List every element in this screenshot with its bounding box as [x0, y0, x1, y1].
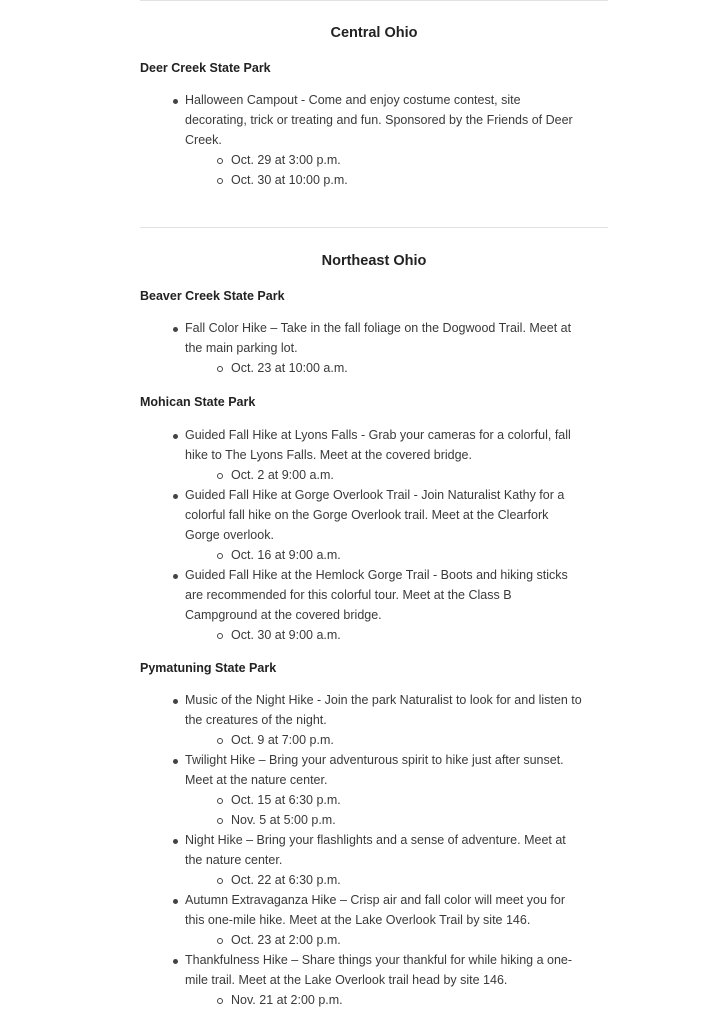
- event-text-line: mile trail. Meet at the Lake Overlook trail head by site 146.: [185, 973, 508, 987]
- event-text-line: Thankfulness Hike – Share things your thankful for while hiking a one-: [185, 953, 573, 967]
- bullet-circle: [217, 998, 223, 1004]
- bullet-circle: [217, 366, 223, 372]
- event-text-line: the creatures of the night.: [185, 713, 327, 727]
- event-date: Oct. 30 at 10:00 p.m.: [231, 173, 348, 187]
- event-text-line: Creek.: [185, 133, 222, 147]
- event-text-line: the main parking lot.: [185, 341, 298, 355]
- park-heading-beaver-creek: Beaver Creek State Park: [140, 289, 285, 303]
- bullet-disc: [173, 574, 178, 579]
- event-text-line: the nature center.: [185, 853, 283, 867]
- event-text-line: Twilight Hike – Bring your adventurous spirit to hike just after sunset.: [185, 753, 564, 767]
- event-text-line: hike to The Lyons Falls. Meet at the covered bridge.: [185, 448, 472, 462]
- bullet-disc: [173, 434, 178, 439]
- event-text-line: this one-mile hike. Meet at the Lake Overlook Trail by site 146.: [185, 913, 531, 927]
- bullet-circle: [217, 473, 223, 479]
- section-divider: [140, 227, 608, 228]
- event-date: Oct. 29 at 3:00 p.m.: [231, 153, 341, 167]
- bullet-disc: [173, 839, 178, 844]
- event-date: Nov. 5 at 5:00 p.m.: [231, 813, 336, 827]
- event-date: Nov. 21 at 2:00 p.m.: [231, 993, 343, 1007]
- event-text-line: Guided Fall Hike at the Hemlock Gorge Trail - Boots and hiking sticks: [185, 568, 568, 582]
- event-date: Oct. 22 at 6:30 p.m.: [231, 873, 341, 887]
- event-text-line: are recommended for this colorful tour. Meet at the Class B: [185, 588, 512, 602]
- event-date: Oct. 23 at 2:00 p.m.: [231, 933, 341, 947]
- bullet-circle: [217, 798, 223, 804]
- event-date: Oct. 15 at 6:30 p.m.: [231, 793, 341, 807]
- bullet-circle: [217, 738, 223, 744]
- event-date: Oct. 30 at 9:00 a.m.: [231, 628, 341, 642]
- event-text-line: Guided Fall Hike at Gorge Overlook Trail - Join Naturalist Kathy for a: [185, 488, 565, 502]
- region-heading-central-ohio: Central Ohio: [330, 25, 418, 41]
- bullet-disc: [173, 99, 178, 104]
- event-date: Oct. 23 at 10:00 a.m.: [231, 361, 348, 375]
- bullet-disc: [173, 494, 178, 499]
- bullet-disc: [173, 899, 178, 904]
- park-heading-mohican: Mohican State Park: [140, 395, 256, 409]
- bullet-circle: [217, 633, 223, 639]
- event-text-line: Meet at the nature center.: [185, 773, 328, 787]
- event-text-line: decorating, trick or treating and fun. Sponsored by the Friends of Deer: [185, 113, 573, 127]
- bullet-circle: [217, 938, 223, 944]
- top-divider: [140, 0, 608, 1]
- bullet-disc: [173, 327, 178, 332]
- event-text-line: Guided Fall Hike at Lyons Falls - Grab your cameras for a colorful, fall: [185, 428, 571, 442]
- event-date: Oct. 2 at 9:00 a.m.: [231, 468, 334, 482]
- event-text-line: Campground at the covered bridge.: [185, 608, 382, 622]
- park-heading-deer-creek: Deer Creek State Park: [140, 61, 271, 75]
- event-text-line: Music of the Night Hike - Join the park Naturalist to look for and listen to: [185, 693, 582, 707]
- bullet-disc: [173, 699, 178, 704]
- bullet-circle: [217, 158, 223, 164]
- bullet-disc: [173, 959, 178, 964]
- event-text-line: Night Hike – Bring your flashlights and a sense of adventure. Meet at: [185, 833, 566, 847]
- bullet-circle: [217, 553, 223, 559]
- event-date: Oct. 9 at 7:00 p.m.: [231, 733, 334, 747]
- event-text-line: Autumn Extravaganza Hike – Crisp air and fall color will meet you for: [185, 893, 566, 907]
- bullet-disc: [173, 759, 178, 764]
- event-text-line: colorful fall hike on the Gorge Overlook trail. Meet at the Clearfork: [185, 508, 549, 522]
- bullet-circle: [217, 178, 223, 184]
- bullet-circle: [217, 878, 223, 884]
- region-heading-northeast-ohio: Northeast Ohio: [321, 253, 427, 269]
- event-text-line: Halloween Campout - Come and enjoy costume contest, site: [185, 93, 521, 107]
- event-date: Oct. 16 at 9:00 a.m.: [231, 548, 341, 562]
- event-text-line: Fall Color Hike – Take in the fall foliage on the Dogwood Trail. Meet at: [185, 321, 572, 335]
- bullet-circle: [217, 818, 223, 824]
- park-heading-pymatuning: Pymatuning State Park: [140, 661, 277, 675]
- event-text-line: Gorge overlook.: [185, 528, 274, 542]
